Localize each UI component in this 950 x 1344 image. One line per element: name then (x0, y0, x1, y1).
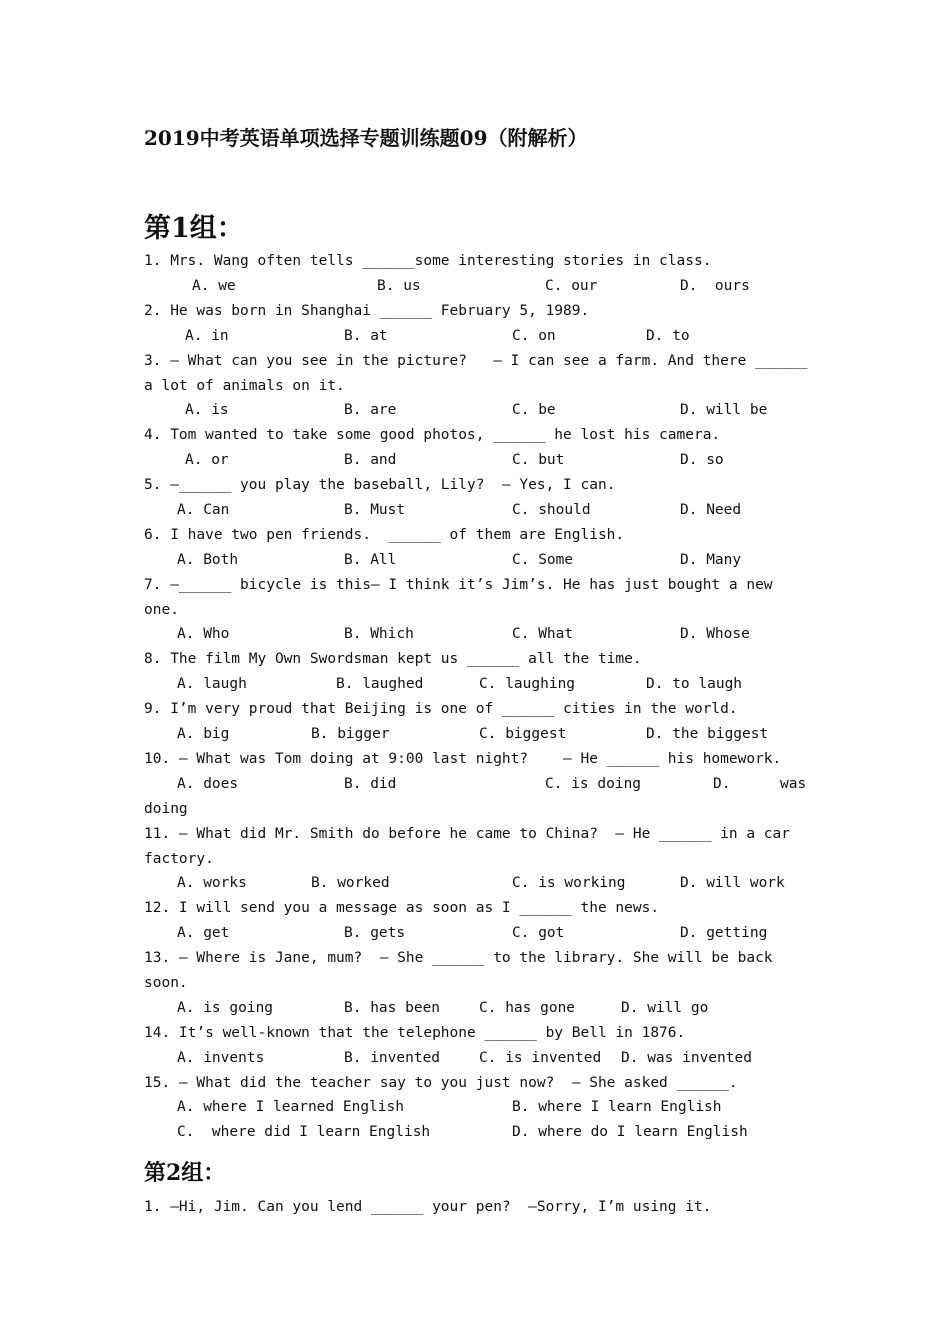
option-a: A. Who (177, 626, 230, 642)
question-11-options (144, 873, 808, 893)
option-a: A. big (177, 726, 230, 742)
option-c: C. is doing (545, 776, 642, 792)
option-a: A. Can (177, 502, 230, 518)
option-b: B. All (344, 552, 397, 568)
option-c: C. is invented (479, 1050, 602, 1066)
question-7-text-continued: one. (144, 602, 179, 618)
option-b: B. has been (344, 1000, 441, 1016)
question-1-text: 1. Mrs. Wang often tells ______some interesting stories in class. (144, 253, 712, 269)
option-a: A. is going (177, 1000, 274, 1016)
question-5-options (144, 500, 808, 520)
option-d: D. will go (621, 1000, 709, 1016)
group-1-heading: 第1组： (144, 213, 244, 244)
question-15-options-row-1 (144, 1097, 808, 1117)
question-4-options (144, 450, 808, 470)
question-12-text: 12. I will send you a message as soon as I ______ the news. (144, 900, 660, 916)
question-6-options (144, 550, 808, 570)
option-d-text: was (780, 776, 807, 792)
option-d: D. will work (680, 875, 785, 891)
option-d: D. so (680, 452, 724, 468)
question-3-options (144, 400, 808, 420)
option-d: D. to (646, 328, 690, 344)
question-7-text: 7. —______ bicycle is this— I think it’s Jim’s. He has just bought a new (144, 577, 773, 593)
option-a: A. invents (177, 1050, 265, 1066)
option-d: D. (713, 776, 731, 792)
option-d: D. where do I learn English (512, 1124, 748, 1140)
option-d: D. was invented (621, 1050, 752, 1066)
option-d: D. the biggest (646, 726, 769, 742)
option-b: B. invented (344, 1050, 441, 1066)
option-b: B. did (344, 776, 397, 792)
question-3-text-continued: a lot of animals on it. (144, 378, 345, 394)
option-b: B. laughed (336, 676, 424, 692)
document-title: 2019中考英语单项选择专题训练题09（附解析） (144, 126, 588, 150)
option-c: C. on (512, 328, 556, 344)
option-a: A. or (185, 452, 229, 468)
option-b: B. are (344, 402, 397, 418)
question-4-text: 4. Tom wanted to take some good photos, ______ he lost his camera. (144, 427, 721, 443)
option-d: D. Whose (680, 626, 750, 642)
option-c: C. is working (512, 875, 626, 891)
group-2-heading: 第2组： (144, 1160, 226, 1186)
group-2-question-1-text: 1. —Hi, Jim. Can you lend ______ your pen? —Sorry, I’m using it. (144, 1199, 712, 1215)
option-c: C. be (512, 402, 556, 418)
question-14-options (144, 1048, 808, 1068)
option-d: D. getting (680, 925, 768, 941)
question-10-options-continued: doing (144, 801, 188, 817)
option-c: C. got (512, 925, 565, 941)
option-c: C. where did I learn English (177, 1124, 431, 1140)
option-a: A. where I learned English (177, 1099, 404, 1115)
option-b: B. at (344, 328, 388, 344)
option-d: D. ours (680, 278, 750, 294)
option-b: B. worked (311, 875, 390, 891)
question-15-options-row-2 (144, 1122, 808, 1142)
option-a: A. is (185, 402, 229, 418)
option-a: A. get (177, 925, 230, 941)
option-a: A. works (177, 875, 247, 891)
question-10-options (144, 774, 808, 794)
option-c: C. should (512, 502, 591, 518)
question-11-text: 11. — What did Mr. Smith do before he came to China? — He ______ in a car (144, 826, 791, 842)
question-8-options (144, 674, 808, 694)
option-d: D. Need (680, 502, 742, 518)
question-1-options (144, 276, 808, 296)
question-15-text: 15. — What did the teacher say to you just now? — She asked ______. (144, 1075, 738, 1091)
question-2-options (144, 326, 808, 346)
option-c: C. laughing (479, 676, 576, 692)
question-13-text-continued: soon. (144, 975, 188, 991)
question-5-text: 5. —______ you play the baseball, Lily? — Yes, I can. (144, 477, 616, 493)
question-14-text: 14. It’s well-known that the telephone ______ by Bell in 1876. (144, 1025, 686, 1041)
option-b: B. Which (344, 626, 414, 642)
option-b: B. and (344, 452, 397, 468)
option-d: D. will be (680, 402, 768, 418)
question-7-options (144, 624, 808, 644)
option-a: A. in (185, 328, 229, 344)
option-b: B. bigger (311, 726, 390, 742)
question-6-text: 6. I have two pen friends. ______ of them are English. (144, 527, 625, 543)
option-c: C. our (545, 278, 598, 294)
question-12-options (144, 923, 808, 943)
option-c: C. What (512, 626, 574, 642)
question-2-text: 2. He was born in Shanghai ______ February 5, 1989. (144, 303, 590, 319)
option-b: B. us (377, 278, 421, 294)
option-b: B. where I learn English (512, 1099, 722, 1115)
option-a: A. does (177, 776, 239, 792)
option-c: C. has gone (479, 1000, 576, 1016)
option-b: B. gets (344, 925, 406, 941)
question-9-options (144, 724, 808, 744)
option-a: A. laugh (177, 676, 247, 692)
option-d: D. Many (680, 552, 742, 568)
option-c: C. but (512, 452, 565, 468)
question-11-text-continued: factory. (144, 851, 214, 867)
question-13-text: 13. — Where is Jane, mum? — She ______ to the library. She will be back (144, 950, 773, 966)
option-c: C. biggest (479, 726, 567, 742)
question-13-options (144, 998, 808, 1018)
question-10-text: 10. — What was Tom doing at 9:00 last night? — He ______ his homework. (144, 751, 782, 767)
question-3-text: 3. — What can you see in the picture? — I can see a farm. And there ______ (144, 353, 808, 369)
question-8-text: 8. The film My Own Swordsman kept us ______ all the time. (144, 651, 642, 667)
option-a: A. Both (177, 552, 239, 568)
option-c: C. Some (512, 552, 574, 568)
option-b: B. Must (344, 502, 406, 518)
question-9-text: 9. I’m very proud that Beijing is one of ______ cities in the world. (144, 701, 738, 717)
option-a: A. we (192, 278, 236, 294)
option-d: D. to laugh (646, 676, 743, 692)
